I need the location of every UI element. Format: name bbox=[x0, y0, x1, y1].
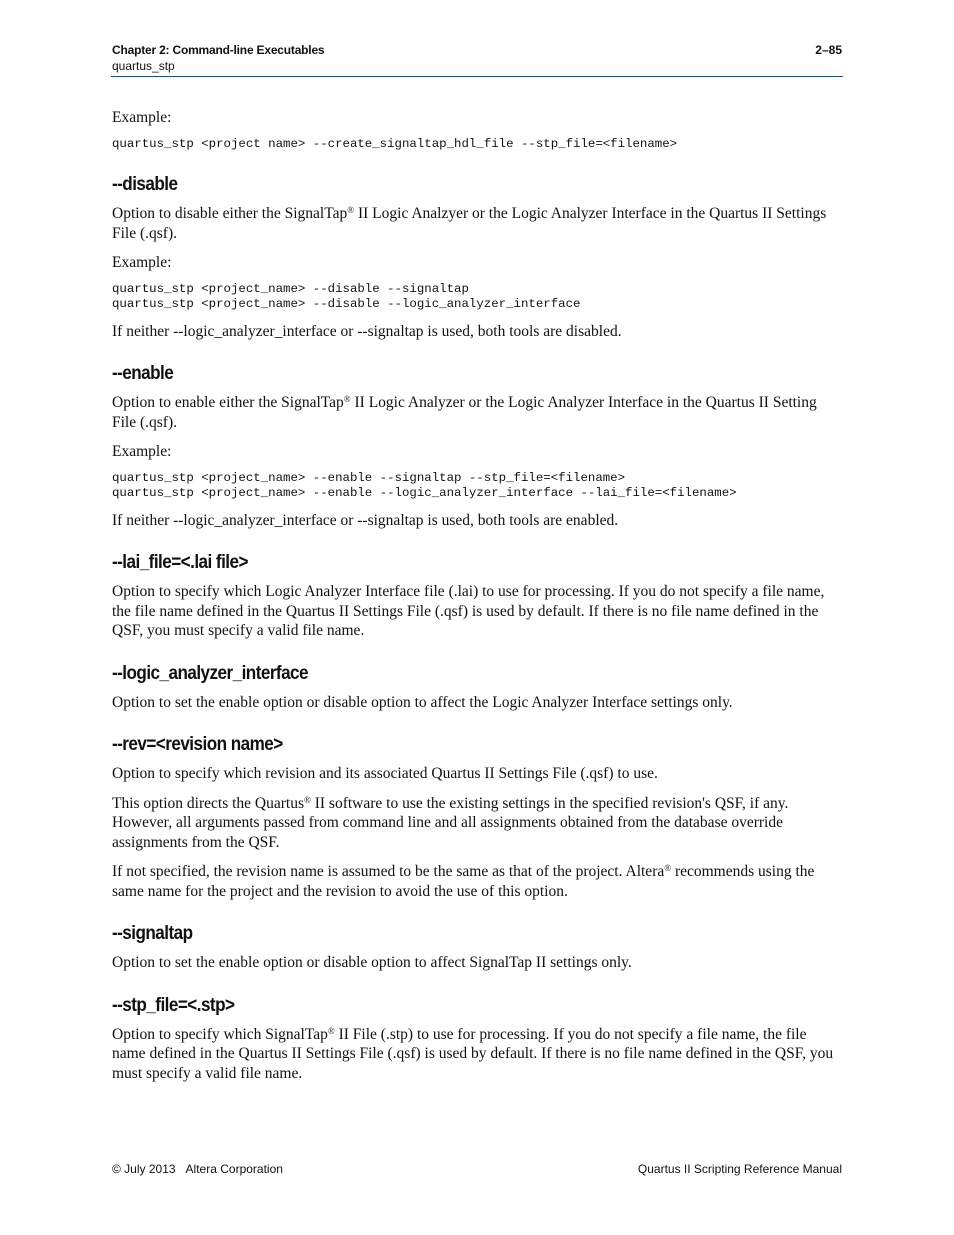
logic-analyzer-interface-description: Option to set the enable option or disable option to affect the Logic Analyzer Interface settings only. bbox=[112, 693, 733, 711]
heading-rev: --rev=<revision name> bbox=[112, 734, 283, 755]
disable-note: If neither --logic_analyzer_interface or --signaltap is used, both tools are disabled. bbox=[112, 322, 622, 340]
registered-mark: ® bbox=[327, 1025, 335, 1036]
section-subtitle: quartus_stp bbox=[112, 59, 175, 73]
heading-stp-file: --stp_file=<.stp> bbox=[112, 994, 235, 1016]
lai-file-description: Option to specify which Logic Analyzer Interface file (.lai) to use for processing. If you do not specify a file name, the file name defined in the Quartus II Settings File (.qsf) is used by default. If there is no file name defined in the QSF, you must specify a valid file name. bbox=[112, 583, 825, 639]
heading-enable: --enable bbox=[112, 363, 174, 384]
text-run: Option to enable either the SignalTap bbox=[112, 394, 344, 411]
heading-lai-file: --lai_file=<.lai file> bbox=[112, 552, 248, 573]
text-run: This option directs the Quartus bbox=[112, 794, 304, 812]
heading-signaltap: --signaltap bbox=[112, 923, 193, 944]
example-label: Example: bbox=[112, 254, 172, 271]
text-run: recommends using the same name for the project and the revision to avoid the use of this option. bbox=[112, 863, 815, 900]
registered-mark: ® bbox=[664, 863, 672, 873]
code-example: quartus_stp <project name> --create_signaltap_hdl_file --stp_file=<filename> bbox=[112, 136, 678, 151]
code-example: quartus_stp <project_name> --enable --signaltap --stp_file=<filename> quartus_stp <project_name> --enable --logic_analyzer_interface --lai_file=<filename> bbox=[112, 470, 737, 500]
manual-title: Quartus II Scripting Reference Manual bbox=[637, 1162, 842, 1176]
enable-note: If neither --logic_analyzer_interface or --signaltap is used, both tools are enabled. bbox=[112, 511, 619, 529]
disable-description bbox=[112, 204, 842, 243]
text-run: Option to disable either the SignalTap bbox=[112, 205, 348, 222]
registered-mark: ® bbox=[304, 794, 311, 805]
code-example: quartus_stp <project_name> --disable --signaltap quartus_stp <project_name> --disable --logic_analyzer_interface bbox=[112, 281, 581, 311]
stp-file-description bbox=[112, 1025, 842, 1084]
example-label: Example: bbox=[112, 443, 172, 460]
text-run: Option to specify which SignalTap bbox=[112, 1025, 328, 1043]
page-content bbox=[112, 108, 842, 1093]
heading-logic-analyzer-interface: --logic_analyzer_interface bbox=[112, 662, 309, 684]
rev-paragraph-3 bbox=[112, 862, 842, 901]
text-run: II Logic Analzyer or the Logic Analyzer Interface in the Quartus II Settings File (.qsf). bbox=[112, 205, 827, 242]
text-run: If not specified, the revision name is assumed to be the same as that of the project. Altera bbox=[112, 863, 665, 880]
text-run: II File (.stp) to use for processing. If you do not specify a file name, the file name defined in the Quartus II Settings File (.qsf) is used by default. If there is no file name defined in the QSF, you must specify a valid file name. bbox=[112, 1025, 834, 1082]
footer-left bbox=[112, 1162, 283, 1176]
heading-disable: --disable bbox=[112, 174, 178, 195]
signaltap-description: Option to set the enable option or disable option to affect SignalTap II settings only. bbox=[112, 954, 632, 971]
registered-mark: ® bbox=[347, 205, 355, 215]
rev-description: Option to specify which revision and its associated Quartus II Settings File (.qsf) to use. bbox=[112, 765, 658, 782]
header-rule bbox=[111, 76, 843, 77]
example-label: Example: bbox=[112, 109, 172, 126]
chapter-title: Chapter 2: Command-line Executables bbox=[112, 43, 325, 57]
text-run: II software to use the existing settings in the specified revision's QSF, if any. However, all arguments passed from command line and all assignments obtained from the database override assignments from the QSF. bbox=[112, 794, 789, 851]
enable-description bbox=[112, 393, 842, 432]
page-number: 2–85 bbox=[815, 43, 842, 57]
registered-mark: ® bbox=[343, 394, 351, 404]
rev-paragraph-2 bbox=[112, 794, 842, 853]
copyright: © July 2013 bbox=[112, 1162, 176, 1176]
text-run: II Logic Analyzer or the Logic Analyzer Interface in the Quartus II Setting File (.qsf). bbox=[112, 394, 817, 431]
company-name: Altera Corporation bbox=[185, 1162, 283, 1176]
